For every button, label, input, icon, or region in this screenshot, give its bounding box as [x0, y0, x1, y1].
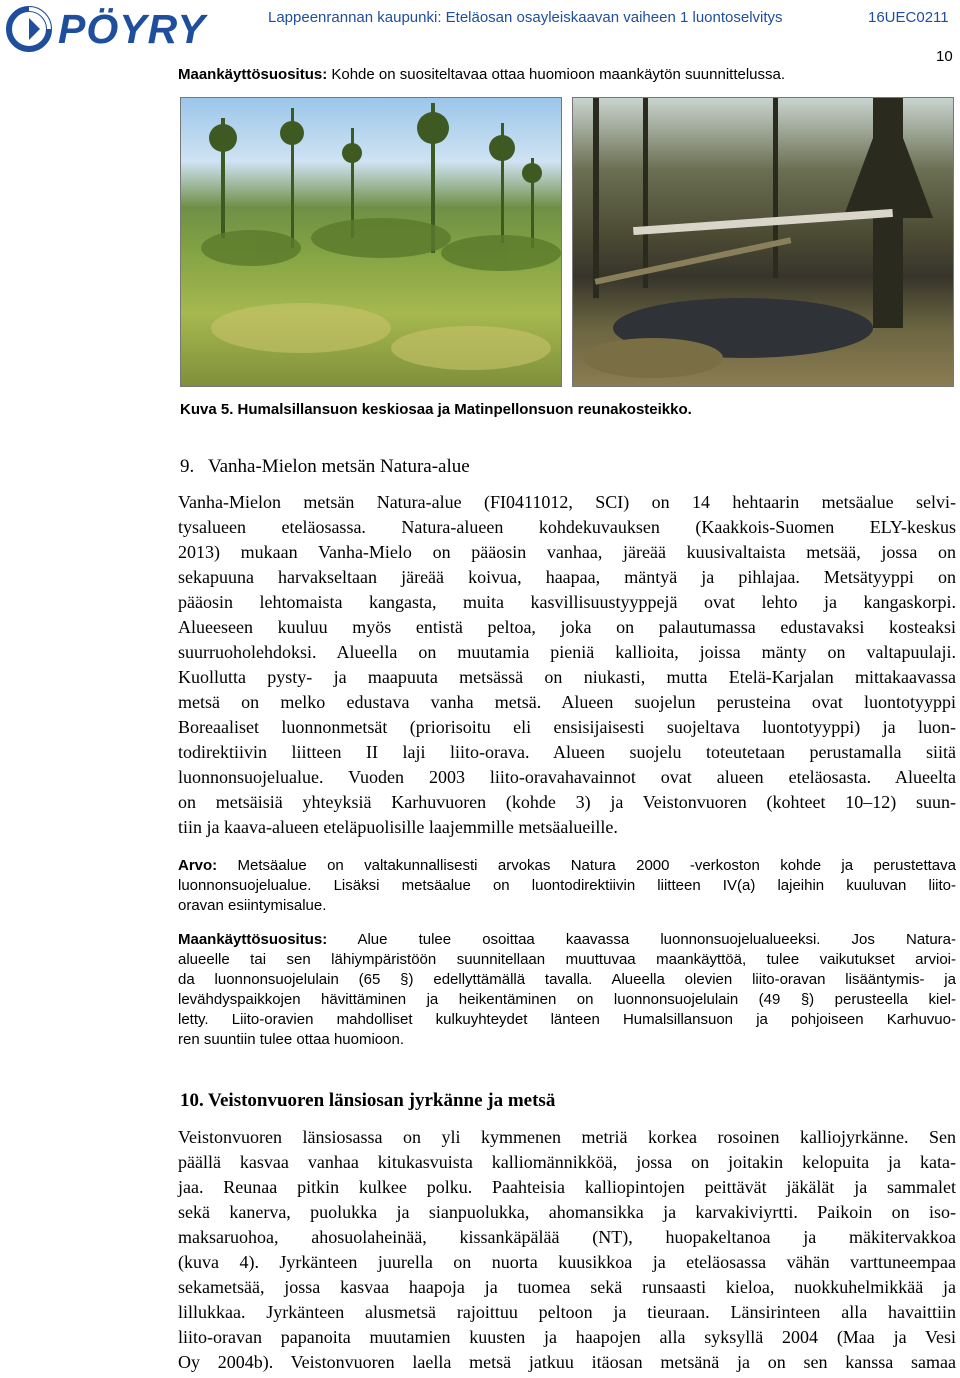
section-9-heading	[180, 456, 470, 478]
value-line: luonnonsuojelualue. Lisäksi metsäalue on luontodirektiivin liitteen IV(a) lajeihin kuuluvan liito-	[178, 877, 956, 894]
recommendation-line: Alue tulee osoittaa kaavassa luonnonsuojelualueeksi. Jos Natura-	[327, 931, 956, 948]
body-line: sekapuuna harvakseltaan järeää koivua, haapaa, mäntyä ja pihlajaa. Metsätyyppi on	[178, 567, 956, 587]
body-line: Kuollutta pysty- ja maapuuta metsässä on niukasti, mutta Etelä-Karjalan mittakaavassa	[178, 667, 956, 687]
body-line: (kuva 4). Jyrkänteen juurella on nuorta kuusikkoa ja eteläosassa vähän varttuneempaa	[178, 1252, 956, 1272]
recommendation-line: da luonnonsuojelulain (65 §) edellyttämällä tavalla. Alueella olevien liito-oravan lisääntymis- ja	[178, 971, 956, 988]
page-number: 10	[936, 48, 953, 65]
body-line: Vanha-Mielon metsän Natura-alue (FI0411012, SCI) on 14 hehtaarin metsäalue selvi-	[178, 492, 956, 512]
body-line: Boreaaliset luonnonmetsät (priorisoitu eli ensisijaisesti suojeltava luontotyyppi) ja luon-	[178, 717, 956, 737]
body-line: päällä kasvaa vanhaa kitukasvuista kalliomännikköä, jossa on joitakin kelopuita ja kata-	[178, 1152, 956, 1172]
section-10-body	[178, 1125, 956, 1375]
body-line: on metsäisiä yhteyksiä Karhuvuoren (kohde 3) ja Veistonvuoren (kohteet 10–12) suun-	[178, 792, 956, 812]
body-line: jaa. Reunaa pitkin kulkee polku. Paahteisia kalliopintojen peittävät jäkälät ja sammalet	[178, 1177, 956, 1197]
body-line: metsä on melko edustava vanha metsä. Alueen suojelun perusteina ovat luontotyyppi	[178, 692, 956, 712]
body-line: luonnonsuojelualue. Vuoden 2003 liito-oravahavainnot ovat alueen eteläosasta. Alueelta	[178, 767, 956, 787]
body-line: tysalueen eteläosassa. Natura-alueen kohdekuvauksen (Kaakkois-Suomen ELY-keskus	[178, 517, 956, 537]
body-line: suurruoholehdoksi. Alueella on muutamia pieniä kallioita, joissa mänty on valtapuulaji.	[178, 642, 956, 662]
photo-matinpellonsuo	[572, 97, 954, 387]
top-recommendation-label: Maankäyttösuositus:	[178, 66, 328, 83]
body-line: maksaruohoa, ahosuolaheinää, kissankäpälää (NT), huopakeltanoa ja mäkitervakkoa	[178, 1227, 956, 1247]
document-code: 16UEC0211	[868, 9, 949, 26]
section-9-body	[178, 490, 956, 840]
value-line: Metsäalue on valtakunnallisesti arvokas Natura 2000 -verkoston kohde ja perustettava	[217, 857, 956, 874]
section-10-heading	[180, 1090, 555, 1112]
section-9-title: Vanha-Mielon metsän Natura-alue	[208, 456, 470, 477]
recommendation-line: levähdyspaikkojen hävittäminen ja heikentäminen on luonnonsuojelulain (49 §) perusteella kiel-	[178, 991, 956, 1008]
body-line: tiin ja kaava-alueen eteläpuolisille laajemmille metsäalueille.	[178, 817, 618, 837]
logo-text: PÖYRY	[58, 6, 206, 52]
value-label: Arvo:	[178, 857, 218, 874]
section-10-title: Veistonvuoren länsiosan jyrkänne ja metsä	[208, 1090, 556, 1111]
body-line: todirektiivin liitteen II laji liito-orava. Alueen suojelu toteutetaan perustamalla siitä	[178, 742, 956, 762]
section-10-number: 10.	[180, 1090, 204, 1111]
section-9-recommendation	[178, 930, 956, 1050]
header-title: Lappeenrannan kaupunki: Eteläosan osayleiskaavan vaiheen 1 luontoselvitys	[268, 9, 783, 26]
body-line: Veistonvuoren länsiosassa on yli kymmenen metriä korkea rosoinen kalliojyrkänne. Sen	[178, 1127, 956, 1147]
wetland-photo-illustration	[573, 98, 953, 386]
recommendation-line: letty. Liito-oravien mahdolliset kulkuyhteydet länteen Humalsillansuon ja pohjoiseen Karhuvuo-	[178, 1011, 956, 1028]
top-recommendation-text: Kohde on suositeltavaa ottaa huomioon maankäytön suunnittelussa.	[327, 66, 786, 83]
body-line: liito-oravan papanoita muutamien kuusten ja haapojen alla syksyllä 2004 (Maa ja Vesi	[178, 1327, 956, 1347]
value-line: oravan esiintymisalue.	[178, 897, 327, 914]
body-line: sekametsää, jossa kasvaa haapoja ja tuomea sekä runsaasti kieloa, nuokkuhelmikkää ja	[178, 1277, 956, 1297]
recommendation-line: alueelle tai sen lähiympäristöön suunnitellaan muuttuvaa maankäyttöä, tulee vaikutukset arvioi-	[178, 951, 956, 968]
body-line: Oy 2004b). Veistonvuoren laella metsä jatkuu itäosan metsänä ja on sen kanssa samaa	[178, 1352, 956, 1372]
body-line: Alueeseen kuuluu myös entistä peltoa, joka on palautumassa edustavaksi kosteaksi	[178, 617, 956, 637]
recommendation-line: ren suuntiin tulee ottaa huomioon.	[178, 1031, 404, 1048]
body-line: lillukkaa. Jyrkänteen alusmetsä rajoittuu peltoon ja tieuraan. Länsirinteen alla havaittiin	[178, 1302, 956, 1322]
figure-caption: Kuva 5. Humalsillansuon keskiosaa ja Matinpellonsuon reunakosteikko.	[180, 401, 692, 418]
bog-photo-illustration	[181, 98, 561, 386]
poyry-logo-icon	[6, 6, 52, 52]
top-recommendation	[178, 66, 785, 83]
section-9-number: 9.	[180, 456, 195, 477]
body-line: 2013) mukaan Vanha-Mielo on pääosin vanhaa, järeää kuusivaltaista metsää, jossa on	[178, 542, 956, 562]
poyry-logo	[6, 6, 246, 52]
body-line: sekä kanerva, puolukka ja sianpuolukka, ahomansikka ja karvakiviyrtti. Paikoin on iso-	[178, 1202, 956, 1222]
recommendation-label: Maankäyttösuositus:	[178, 931, 328, 948]
photo-humalsillansuo	[180, 97, 562, 387]
section-9-value	[178, 856, 956, 916]
body-line: pääosin lehtomaista kangasta, muita kasvillisuustyyppejä ovat lehto ja kangaskorpi.	[178, 592, 956, 612]
